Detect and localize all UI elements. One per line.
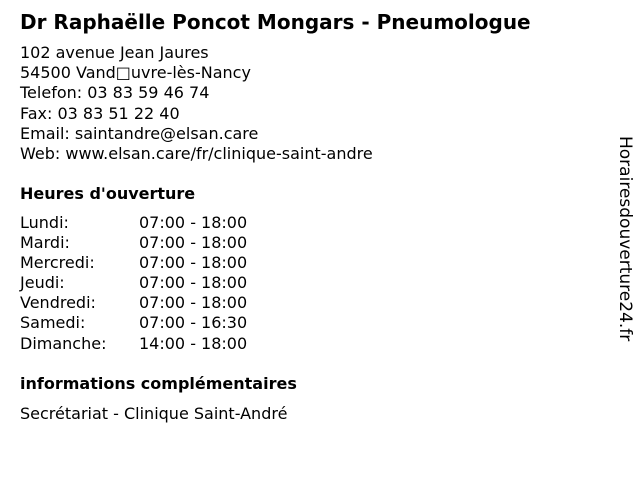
website-url: Web: www.elsan.care/fr/clinique-saint-andre [20, 144, 373, 164]
hours-row-saturday [20, 313, 247, 333]
page-title: Dr Raphaëlle Poncot Mongars - Pneumologue [20, 10, 531, 34]
email-address: Email: saintandre@elsan.care [20, 123, 259, 143]
hours-row-sunday [20, 334, 247, 354]
hours-row-wednesday [20, 253, 247, 273]
hours-row-thursday [20, 273, 247, 293]
address-city: 54500 Vand□uvre-lès-Nancy [20, 63, 251, 83]
additional-info-heading: informations complémentaires [20, 374, 297, 393]
additional-info-text: Secrétariat - Clinique Saint-André [20, 404, 288, 423]
site-watermark: Horairesdouverture24.fr [615, 136, 635, 342]
day-label: Vendredi: [20, 293, 96, 313]
time-range: 14:00 - 18:00 [139, 333, 248, 353]
time-range: 07:00 - 18:00 [139, 253, 248, 273]
hours-row-monday [20, 213, 247, 233]
opening-hours-table [20, 213, 247, 354]
contact-block [20, 43, 373, 164]
time-range: 07:00 - 18:00 [139, 293, 248, 313]
phone-number: Telefon: 03 83 59 46 74 [20, 83, 210, 103]
hours-row-tuesday [20, 233, 247, 253]
day-label: Jeudi: [20, 273, 65, 293]
opening-hours-heading: Heures d'ouverture [20, 184, 196, 203]
day-label: Samedi: [20, 313, 86, 333]
time-range: 07:00 - 18:00 [139, 213, 248, 232]
time-range: 07:00 - 18:00 [139, 273, 248, 293]
day-label: Lundi: [20, 213, 69, 232]
day-label: Dimanche: [20, 333, 107, 353]
day-label: Mardi: [20, 233, 70, 253]
address-street: 102 avenue Jean Jaures [20, 43, 209, 62]
day-label: Mercredi: [20, 253, 95, 273]
fax-number: Fax: 03 83 51 22 40 [20, 103, 180, 123]
time-range: 07:00 - 18:00 [139, 233, 248, 253]
time-range: 07:00 - 16:30 [139, 313, 248, 333]
hours-row-friday [20, 293, 247, 313]
